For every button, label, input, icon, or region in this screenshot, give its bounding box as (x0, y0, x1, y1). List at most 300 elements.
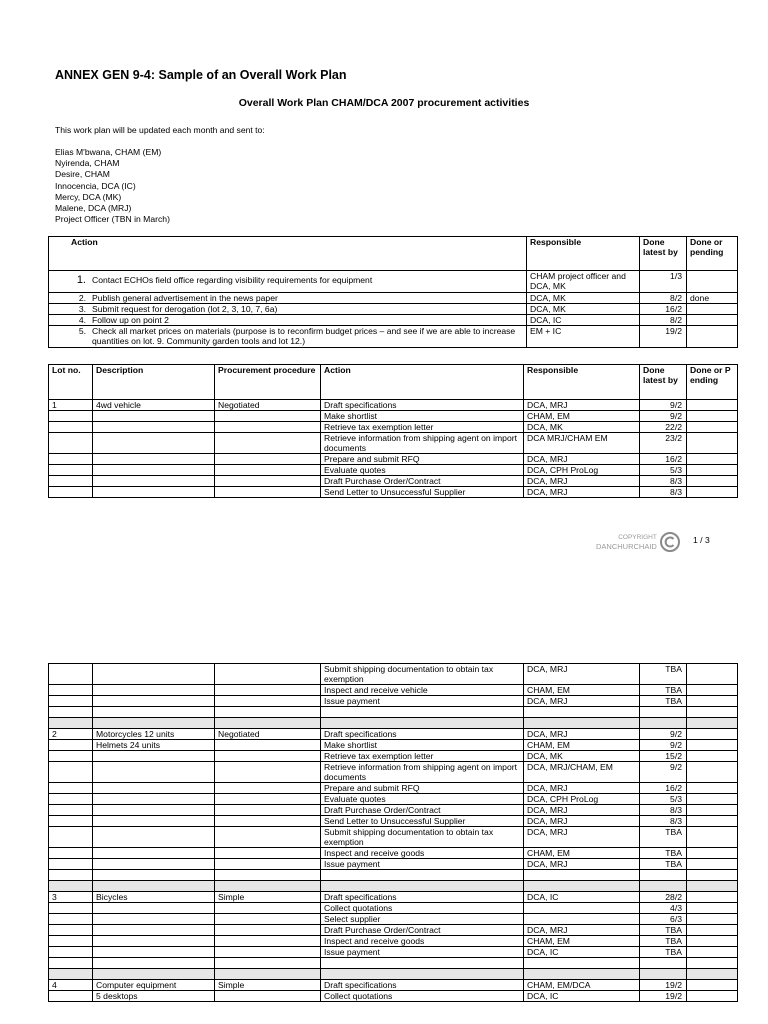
description-cell (93, 794, 215, 805)
responsible-cell: DCA, MRJ (524, 925, 640, 936)
lot-cell (49, 991, 93, 1002)
status-cell (687, 936, 738, 947)
table-row (49, 936, 738, 947)
table-row (49, 304, 738, 315)
lot-cell (49, 859, 93, 870)
procedure-cell (215, 664, 321, 685)
action-cell: Draft specifications (321, 400, 524, 411)
action-cell: Draft specifications (321, 729, 524, 740)
table-row (49, 947, 738, 958)
date-cell: 8/3 (640, 805, 687, 816)
description-cell (93, 487, 215, 498)
lot-cell (49, 816, 93, 827)
blank-cell (687, 707, 738, 718)
description-cell (93, 751, 215, 762)
responsible-cell: DCA, MK (527, 293, 640, 304)
action-cell: Retrieve information from shipping agent on import documents (321, 433, 524, 454)
description-cell (93, 925, 215, 936)
description-cell (93, 848, 215, 859)
separator-cell (687, 718, 738, 729)
separator-cell (524, 718, 640, 729)
date-cell: 8/2 (640, 315, 687, 326)
procedure-cell (215, 411, 321, 422)
separator-cell (640, 718, 687, 729)
procedure-cell (215, 696, 321, 707)
header-responsible: Responsible (527, 237, 640, 271)
status-cell (687, 422, 738, 433)
status-cell (687, 271, 738, 293)
lot-cell (49, 751, 93, 762)
separator-cell (93, 718, 215, 729)
table-row (49, 729, 738, 740)
date-cell: TBA (640, 696, 687, 707)
responsible-cell: DCA, IC (524, 892, 640, 903)
action-cell: Prepare and submit RFQ (321, 783, 524, 794)
lot-cell (49, 794, 93, 805)
procedure-cell (215, 925, 321, 936)
table-row (49, 740, 738, 751)
table-row (49, 400, 738, 411)
page-gap (0, 640, 768, 660)
table-row (49, 980, 738, 991)
lot-cell (49, 903, 93, 914)
date-cell: 19/2 (640, 991, 687, 1002)
table-row (49, 664, 738, 685)
date-cell: 8/2 (640, 293, 687, 304)
recipient: Project Officer (TBN in March) (55, 214, 170, 225)
blank-cell (93, 707, 215, 718)
responsible-cell: DCA, MRJ (524, 827, 640, 848)
intro-text: This work plan will be updated each month and sent to: (55, 125, 265, 135)
action-cell: Draft specifications (321, 892, 524, 903)
action-cell: 4. Follow up on point 2 (49, 315, 527, 326)
date-cell: 8/3 (640, 487, 687, 498)
action-cell: Draft Purchase Order/Contract (321, 476, 524, 487)
table-row (49, 293, 738, 304)
responsible-cell: CHAM project officer and DCA, MK (527, 271, 640, 293)
separator-cell (49, 718, 93, 729)
status-cell (687, 859, 738, 870)
lot-cell (49, 740, 93, 751)
status-cell (687, 476, 738, 487)
description-cell (93, 411, 215, 422)
status-cell (687, 454, 738, 465)
action-cell: 2. Publish general advertisement in the news paper (49, 293, 527, 304)
action-cell: Retrieve tax exemption letter (321, 751, 524, 762)
date-cell: 9/2 (640, 740, 687, 751)
copyright-label: COPYRIGHT (618, 534, 657, 541)
table-row (49, 783, 738, 794)
blank-cell (215, 707, 321, 718)
procedure-cell (215, 433, 321, 454)
procedure-cell (215, 827, 321, 848)
separator-cell (215, 718, 321, 729)
separator-cell (49, 969, 93, 980)
status-cell (687, 487, 738, 498)
procedure-cell: Negotiated (215, 729, 321, 740)
table-row (49, 751, 738, 762)
action-cell: Issue payment (321, 859, 524, 870)
blank-cell (321, 870, 524, 881)
table-row (49, 914, 738, 925)
separator-row (49, 718, 738, 729)
procedure-cell (215, 936, 321, 947)
lot-cell (49, 827, 93, 848)
status-cell (687, 465, 738, 476)
separator-cell (524, 881, 640, 892)
procedure-cell: Simple (215, 980, 321, 991)
responsible-cell: DCA, MK (527, 304, 640, 315)
lot-cell: 4 (49, 980, 93, 991)
separator-cell (687, 881, 738, 892)
procedure-cell (215, 762, 321, 783)
recipient: Mercy, DCA (MK) (55, 191, 122, 202)
lot-cell (49, 947, 93, 958)
header-done-latest-by: Done latest by (640, 365, 687, 400)
action-cell: Submit shipping documentation to obtain tax exemption (321, 827, 524, 848)
action-cell: Inspect and receive goods (321, 936, 524, 947)
responsible-cell: DCA, CPH ProLog (524, 465, 640, 476)
description-cell (93, 914, 215, 925)
header-procurement-procedure: Procurement procedure (215, 365, 321, 400)
date-cell: 28/2 (640, 892, 687, 903)
separator-cell (321, 881, 524, 892)
responsible-cell: DCA, MRJ (524, 664, 640, 685)
table-row (49, 696, 738, 707)
action-cell: Evaluate quotes (321, 465, 524, 476)
separator-row (49, 969, 738, 980)
table-row (49, 454, 738, 465)
blank-cell (321, 707, 524, 718)
lot-cell (49, 848, 93, 859)
action-cell: Prepare and submit RFQ (321, 454, 524, 465)
status-cell (687, 729, 738, 740)
separator-cell (687, 969, 738, 980)
action-cell: Draft Purchase Order/Contract (321, 925, 524, 936)
date-cell: 6/3 (640, 914, 687, 925)
header-done-or-pending: Done or pending (687, 237, 738, 271)
table-row (49, 762, 738, 783)
recipient-list (55, 147, 170, 225)
lot-cell (49, 805, 93, 816)
blank-cell (640, 707, 687, 718)
lots-table-body (49, 400, 738, 498)
lot-cell (49, 664, 93, 685)
procedure-cell (215, 848, 321, 859)
date-cell: TBA (640, 827, 687, 848)
blank-cell (524, 870, 640, 881)
table-row (49, 487, 738, 498)
table-row (49, 326, 738, 348)
blank-cell (215, 958, 321, 969)
responsible-cell: CHAM, EM/DCA (524, 980, 640, 991)
status-cell (687, 762, 738, 783)
header-description: Description (93, 365, 215, 400)
status-cell (687, 304, 738, 315)
action-cell: 5. Check all market prices on materials (purpose is to reconfirm budget prices – and see if we are able to increase quantities on lot. 9. Community garden tools and lot 12.) (49, 326, 527, 348)
status-cell (687, 980, 738, 991)
description-cell: Bicycles (93, 892, 215, 903)
recipient: Malene, DCA (MRJ) (55, 203, 132, 214)
table-header-row (49, 237, 738, 271)
date-cell: 9/2 (640, 729, 687, 740)
header-done-latest-by: Done latest by (640, 237, 687, 271)
responsible-cell: DCA, MRJ (524, 729, 640, 740)
description-cell (93, 903, 215, 914)
description-cell (93, 476, 215, 487)
status-cell (687, 914, 738, 925)
separator-cell (49, 881, 93, 892)
procedure-cell (215, 487, 321, 498)
action-cell: Evaluate quotes (321, 794, 524, 805)
procedure-cell (215, 805, 321, 816)
procedure-cell (215, 794, 321, 805)
description-cell (93, 433, 215, 454)
description-cell (93, 827, 215, 848)
recipient: Desire, CHAM (55, 169, 110, 180)
blank-cell (640, 870, 687, 881)
separator-cell (321, 718, 524, 729)
description-cell (93, 696, 215, 707)
date-cell: 19/2 (640, 980, 687, 991)
table-row (49, 805, 738, 816)
description-cell (93, 947, 215, 958)
status-cell (687, 816, 738, 827)
lot-cell: 2 (49, 729, 93, 740)
date-cell: TBA (640, 685, 687, 696)
date-cell: TBA (640, 936, 687, 947)
responsible-cell: DCA, MRJ (524, 783, 640, 794)
description-cell: Motorcycles 12 units (93, 729, 215, 740)
responsible-cell: DCA, MRJ (524, 476, 640, 487)
date-cell: 22/2 (640, 422, 687, 433)
lot-cell (49, 465, 93, 476)
lot-cell (49, 454, 93, 465)
action-cell: Make shortlist (321, 411, 524, 422)
page-number: 1 / 3 (693, 535, 710, 545)
status-cell (687, 326, 738, 348)
procedure-cell (215, 685, 321, 696)
status-cell (687, 848, 738, 859)
separator-cell (640, 881, 687, 892)
responsible-cell: EM + IC (527, 326, 640, 348)
page-2 (0, 660, 768, 1024)
action-cell: Draft specifications (321, 980, 524, 991)
responsible-cell: DCA, IC (524, 947, 640, 958)
table-row (49, 892, 738, 903)
date-cell: 9/2 (640, 762, 687, 783)
blank-cell (93, 958, 215, 969)
blank-cell (321, 958, 524, 969)
table-row (49, 685, 738, 696)
table-row (49, 925, 738, 936)
responsible-cell: DCA MRJ/CHAM EM (524, 433, 640, 454)
procedure-cell (215, 914, 321, 925)
responsible-cell: DCA, MRJ (524, 859, 640, 870)
recipient: Elias M'bwana, CHAM (EM) (55, 147, 162, 157)
date-cell: TBA (640, 848, 687, 859)
plan-title: Overall Work Plan CHAM/DCA 2007 procurement activities (238, 97, 530, 109)
responsible-cell: CHAM, EM (524, 936, 640, 947)
blank-cell (215, 870, 321, 881)
lot-cell (49, 783, 93, 794)
action-cell: Inspect and receive vehicle (321, 685, 524, 696)
table-row (49, 465, 738, 476)
status-cell (687, 892, 738, 903)
status-cell (687, 751, 738, 762)
action-cell: Send Letter to Unsuccessful Supplier (321, 487, 524, 498)
status-cell (687, 740, 738, 751)
blank-cell (524, 958, 640, 969)
table-row (49, 411, 738, 422)
action-cell: 3. Submit request for derogation (lot 2, 3, 10, 7, 6a) (49, 304, 527, 315)
date-cell: 15/2 (640, 751, 687, 762)
blank-cell (93, 870, 215, 881)
copyright-icon (659, 531, 681, 553)
table-row (49, 433, 738, 454)
action-cell: Submit shipping documentation to obtain tax exemption (321, 664, 524, 685)
status-cell (687, 685, 738, 696)
actions-table (48, 236, 738, 348)
description-cell (93, 664, 215, 685)
procedure-cell (215, 454, 321, 465)
lot-cell (49, 685, 93, 696)
description-cell (93, 454, 215, 465)
procedure-cell (215, 859, 321, 870)
lots-table-continued-body (49, 664, 738, 1002)
blank-row (49, 958, 738, 969)
status-cell (687, 400, 738, 411)
procedure-cell (215, 903, 321, 914)
status-cell (687, 783, 738, 794)
responsible-cell: CHAM, EM (524, 848, 640, 859)
table-row (49, 827, 738, 848)
separator-row (49, 881, 738, 892)
procedure-cell (215, 465, 321, 476)
procedure-cell (215, 991, 321, 1002)
procedure-cell (215, 740, 321, 751)
description-cell (93, 465, 215, 476)
lot-cell (49, 925, 93, 936)
description-cell (93, 859, 215, 870)
separator-cell (93, 881, 215, 892)
blank-cell (49, 707, 93, 718)
separator-cell (321, 969, 524, 980)
responsible-cell: DCA, MK (524, 422, 640, 433)
action-cell: Draft Purchase Order/Contract (321, 805, 524, 816)
responsible-cell: CHAM, EM (524, 411, 640, 422)
lot-cell (49, 762, 93, 783)
action-cell: 1. Contact ECHOs field office regarding visibility requirements for equipment (49, 271, 527, 293)
description-cell (93, 936, 215, 947)
responsible-cell (524, 914, 640, 925)
description-cell (93, 685, 215, 696)
responsible-cell: DCA, MK (524, 751, 640, 762)
recipient: Nyirenda, CHAM (55, 158, 120, 169)
description-cell: Computer equipment (93, 980, 215, 991)
responsible-cell: DCA, MRJ (524, 487, 640, 498)
status-cell (687, 696, 738, 707)
date-cell: 1/3 (640, 271, 687, 293)
lot-cell: 3 (49, 892, 93, 903)
action-cell: Collect quotations (321, 903, 524, 914)
lot-cell (49, 936, 93, 947)
table-row (49, 315, 738, 326)
separator-cell (93, 969, 215, 980)
table-row (49, 991, 738, 1002)
responsible-cell: DCA, MRJ (524, 696, 640, 707)
date-cell: 23/2 (640, 433, 687, 454)
responsible-cell: DCA, MRJ (524, 816, 640, 827)
table-row (49, 271, 738, 293)
copyright-mark (596, 531, 681, 553)
lot-cell (49, 914, 93, 925)
status-cell (687, 991, 738, 1002)
blank-cell (524, 707, 640, 718)
lot-cell (49, 411, 93, 422)
responsible-cell: DCA, MRJ (524, 454, 640, 465)
status-cell (687, 925, 738, 936)
recipient: Innocencia, DCA (IC) (55, 180, 136, 191)
separator-cell (524, 969, 640, 980)
status-cell (687, 411, 738, 422)
status-cell (687, 805, 738, 816)
table-row (49, 476, 738, 487)
separator-cell (215, 881, 321, 892)
status-cell (687, 947, 738, 958)
annex-title: ANNEX GEN 9-4: Sample of an Overall Work Plan (55, 68, 347, 82)
blank-row (49, 707, 738, 718)
lot-cell (49, 696, 93, 707)
table-row (49, 859, 738, 870)
date-cell: 4/3 (640, 903, 687, 914)
responsible-cell: DCA, IC (524, 991, 640, 1002)
lots-table (48, 364, 738, 498)
responsible-cell: DCA, MRJ (524, 805, 640, 816)
copyright-owner: DANCHURCHAID (596, 542, 657, 551)
header-lot-no: Lot no. (49, 365, 93, 400)
date-cell: 16/2 (640, 304, 687, 315)
separator-cell (215, 969, 321, 980)
date-cell: 8/3 (640, 476, 687, 487)
table-header-row (49, 365, 738, 400)
lot-cell (49, 422, 93, 433)
status-cell (687, 315, 738, 326)
date-cell: 9/2 (640, 400, 687, 411)
blank-cell (640, 958, 687, 969)
action-cell: Retrieve tax exemption letter (321, 422, 524, 433)
procedure-cell (215, 947, 321, 958)
table-row (49, 903, 738, 914)
blank-row (49, 870, 738, 881)
date-cell: TBA (640, 859, 687, 870)
procedure-cell: Simple (215, 892, 321, 903)
action-cell: Collect quotations (321, 991, 524, 1002)
date-cell: TBA (640, 925, 687, 936)
responsible-cell: DCA, CPH ProLog (524, 794, 640, 805)
procedure-cell (215, 476, 321, 487)
procedure-cell (215, 751, 321, 762)
blank-cell (687, 870, 738, 881)
blank-cell (49, 958, 93, 969)
description-cell (93, 783, 215, 794)
action-cell: Issue payment (321, 696, 524, 707)
description-cell (93, 422, 215, 433)
date-cell: 9/2 (640, 411, 687, 422)
action-cell: Send Letter to Unsuccessful Supplier (321, 816, 524, 827)
status-cell (687, 827, 738, 848)
date-cell: 16/2 (640, 783, 687, 794)
